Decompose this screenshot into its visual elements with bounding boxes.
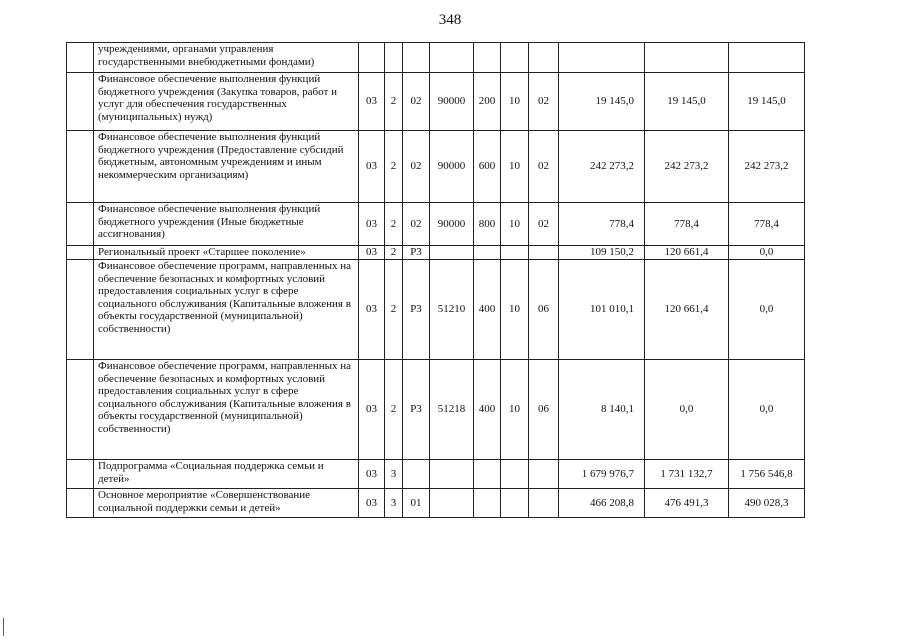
row-code4-cell: 90000	[430, 203, 474, 246]
table-row	[67, 360, 805, 460]
row-amount2-cell: 0,0	[645, 360, 729, 460]
row-code7-cell: 06	[529, 260, 559, 360]
row-amount1-cell: 1 679 976,7	[559, 460, 645, 489]
row-margin-cell	[67, 260, 94, 360]
row-amount2-cell: 242 273,2	[645, 131, 729, 203]
row-amount3-cell: 0,0	[729, 260, 805, 360]
budget-table	[66, 42, 805, 518]
row-code6-cell: 10	[501, 73, 529, 131]
row-amount2-cell: 120 661,4	[645, 246, 729, 260]
row-amount2-cell	[645, 43, 729, 73]
row-code4-cell	[430, 460, 474, 489]
row-code4-cell: 51218	[430, 360, 474, 460]
row-code1-cell: 03	[359, 460, 385, 489]
row-name-cell: Региональный проект «Старшее поколение»	[94, 246, 359, 260]
row-code1-cell: 03	[359, 203, 385, 246]
row-code2-cell: 3	[385, 460, 403, 489]
row-amount2-cell: 19 145,0	[645, 73, 729, 131]
row-code5-cell	[474, 489, 501, 518]
row-amount1-cell	[559, 43, 645, 73]
row-amount1-cell: 109 150,2	[559, 246, 645, 260]
row-amount1-cell: 8 140,1	[559, 360, 645, 460]
row-code6-cell: 10	[501, 131, 529, 203]
row-code7-cell	[529, 43, 559, 73]
row-code2-cell	[385, 43, 403, 73]
row-amount3-cell: 19 145,0	[729, 73, 805, 131]
row-code4-cell	[430, 489, 474, 518]
row-code1-cell	[359, 43, 385, 73]
row-code5-cell	[474, 460, 501, 489]
row-name-cell: Финансовое обеспечение выполнения функций бюджетного учреждения (Предоставление субсидий бюджетным, автономным учреждениям и иным некоммерческим организациям)	[94, 131, 359, 203]
row-code3-cell: 01	[403, 489, 430, 518]
row-amount1-cell: 778,4	[559, 203, 645, 246]
row-code1-cell: 03	[359, 73, 385, 131]
row-code7-cell	[529, 246, 559, 260]
row-code6-cell: 10	[501, 360, 529, 460]
row-amount3-cell: 242 273,2	[729, 131, 805, 203]
row-amount2-cell: 476 491,3	[645, 489, 729, 518]
row-code4-cell: 90000	[430, 131, 474, 203]
row-code2-cell: 2	[385, 246, 403, 260]
row-code1-cell: 03	[359, 489, 385, 518]
page-number: 348	[438, 12, 462, 28]
row-code5-cell: 400	[474, 360, 501, 460]
row-code1-cell: 03	[359, 246, 385, 260]
row-code1-cell: 03	[359, 260, 385, 360]
row-code3-cell: P3	[403, 246, 430, 260]
row-margin-cell	[67, 73, 94, 131]
row-amount3-cell: 0,0	[729, 360, 805, 460]
row-code7-cell: 06	[529, 360, 559, 460]
row-code3-cell	[403, 460, 430, 489]
row-amount3-cell: 490 028,3	[729, 489, 805, 518]
row-margin-cell	[67, 489, 94, 518]
row-code6-cell: 10	[501, 203, 529, 246]
row-code4-cell	[430, 246, 474, 260]
table-row	[67, 43, 805, 73]
row-code5-cell: 800	[474, 203, 501, 246]
table-row	[67, 489, 805, 518]
row-amount3-cell: 0,0	[729, 246, 805, 260]
table-row	[67, 131, 805, 203]
row-code2-cell: 2	[385, 73, 403, 131]
scan-edge-mark	[3, 618, 4, 636]
row-amount1-cell: 19 145,0	[559, 73, 645, 131]
row-code5-cell: 400	[474, 260, 501, 360]
table-row	[67, 460, 805, 489]
row-amount2-cell: 778,4	[645, 203, 729, 246]
row-name-cell: Финансовое обеспечение выполнения функций бюджетного учреждения (Закупка товаров, работ и услуг для обеспечения государственных (муниципальных) нужд)	[94, 73, 359, 131]
row-code7-cell: 02	[529, 203, 559, 246]
row-name-cell: Основное мероприятие «Совершенствование социальной поддержки семьи и детей»	[94, 489, 359, 518]
row-code6-cell	[501, 489, 529, 518]
row-code6-cell: 10	[501, 260, 529, 360]
row-code7-cell: 02	[529, 73, 559, 131]
row-amount3-cell	[729, 43, 805, 73]
row-amount2-cell: 120 661,4	[645, 260, 729, 360]
row-code3-cell: 02	[403, 73, 430, 131]
row-amount1-cell: 242 273,2	[559, 131, 645, 203]
row-code4-cell	[430, 43, 474, 73]
row-code4-cell: 51210	[430, 260, 474, 360]
table-row	[67, 246, 805, 260]
row-code5-cell	[474, 43, 501, 73]
row-amount1-cell: 101 010,1	[559, 260, 645, 360]
row-code3-cell: P3	[403, 360, 430, 460]
row-amount2-cell: 1 731 132,7	[645, 460, 729, 489]
row-code6-cell	[501, 43, 529, 73]
row-code5-cell	[474, 246, 501, 260]
row-amount3-cell: 1 756 546,8	[729, 460, 805, 489]
row-amount3-cell: 778,4	[729, 203, 805, 246]
row-code6-cell	[501, 460, 529, 489]
row-code4-cell: 90000	[430, 73, 474, 131]
row-code6-cell	[501, 246, 529, 260]
row-name-cell: Финансовое обеспечение программ, направленных на обеспечение безопасных и комфортных условий предоставления социальных услуг в сфере социального обслуживания (Капитальные вложения в объекты государственной (муниципальной) собственности)	[94, 360, 359, 460]
row-code3-cell: 02	[403, 131, 430, 203]
row-code1-cell: 03	[359, 131, 385, 203]
row-code1-cell: 03	[359, 360, 385, 460]
row-margin-cell	[67, 203, 94, 246]
row-margin-cell	[67, 131, 94, 203]
row-name-cell: учреждениями, органами управления государственными внебюджетными фондами)	[94, 43, 359, 73]
row-code2-cell: 3	[385, 489, 403, 518]
row-margin-cell	[67, 460, 94, 489]
row-code3-cell: P3	[403, 260, 430, 360]
row-code7-cell	[529, 489, 559, 518]
row-code2-cell: 2	[385, 203, 403, 246]
row-code5-cell: 200	[474, 73, 501, 131]
row-code7-cell: 02	[529, 131, 559, 203]
table-row	[67, 203, 805, 246]
row-code2-cell: 2	[385, 260, 403, 360]
row-code7-cell	[529, 460, 559, 489]
row-code2-cell: 2	[385, 131, 403, 203]
row-margin-cell	[67, 43, 94, 73]
row-code2-cell: 2	[385, 360, 403, 460]
table-body	[67, 43, 805, 518]
row-margin-cell	[67, 360, 94, 460]
table-row	[67, 73, 805, 131]
row-margin-cell	[67, 246, 94, 260]
row-code5-cell: 600	[474, 131, 501, 203]
row-name-cell: Финансовое обеспечение выполнения функций бюджетного учреждения (Иные бюджетные ассигнования)	[94, 203, 359, 246]
row-name-cell: Финансовое обеспечение программ, направленных на обеспечение безопасных и комфортных условий предоставления социальных услуг в сфере социального обслуживания (Капитальные вложения в объекты государственной (муниципальной) собственности)	[94, 260, 359, 360]
row-code3-cell	[403, 43, 430, 73]
row-name-cell: Подпрограмма «Социальная поддержка семьи и детей»	[94, 460, 359, 489]
table-row	[67, 260, 805, 360]
row-amount1-cell: 466 208,8	[559, 489, 645, 518]
row-code3-cell: 02	[403, 203, 430, 246]
